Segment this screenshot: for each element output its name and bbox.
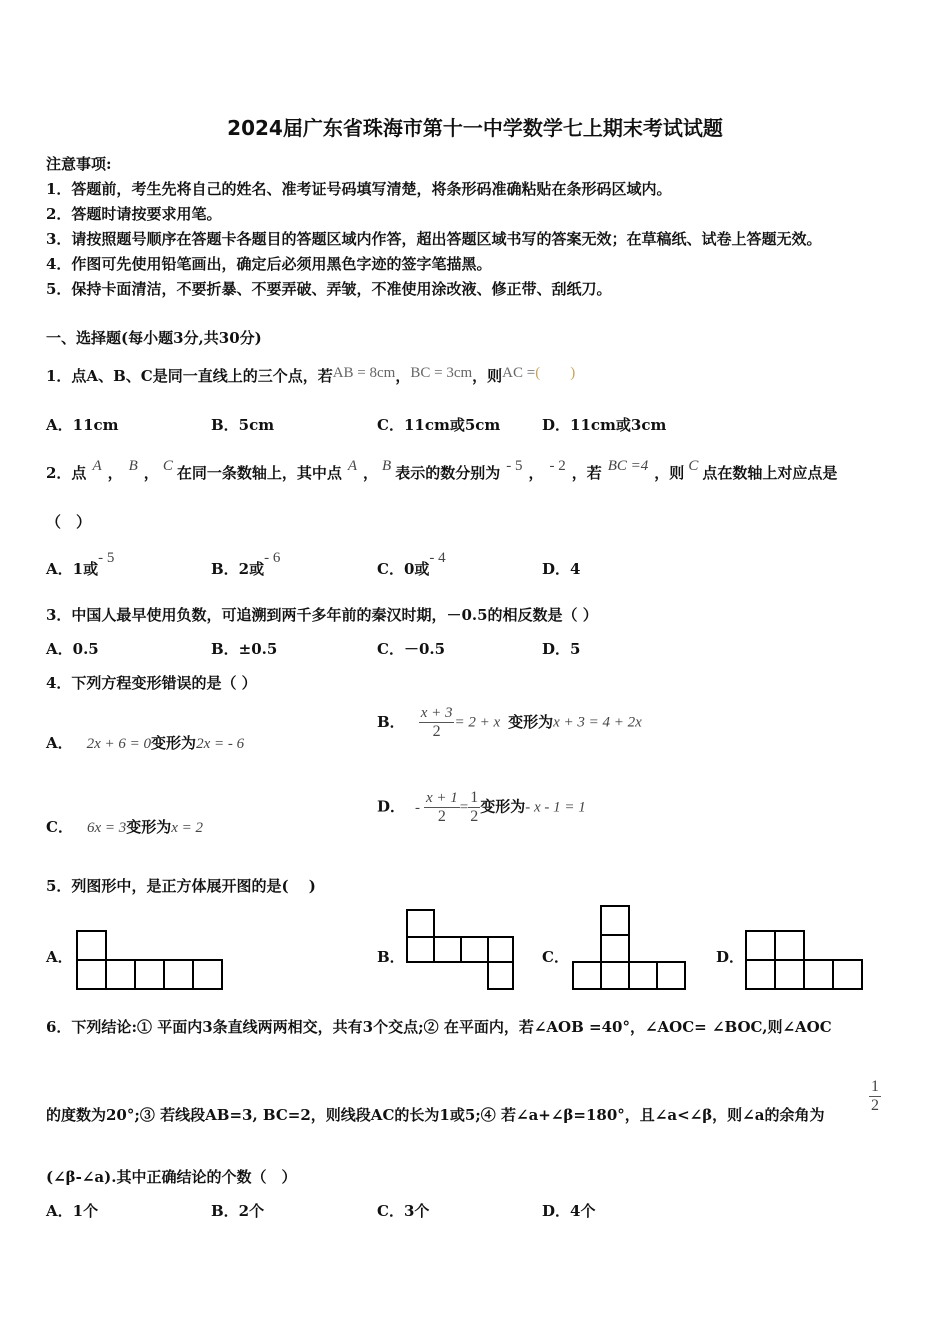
q2-bc: BC =4 <box>607 458 649 474</box>
q2-sep: ， <box>528 464 544 482</box>
page-title: 2024届广东省珠海市第十一中学数学七上期末考试试题 <box>227 116 723 140</box>
q5-net-c <box>571 904 689 992</box>
q1-comma: ， <box>395 367 411 385</box>
q5-option-d-label: D． <box>716 948 745 966</box>
q4-option-b: B． $\frac{x + 3}{2}$ = 2 + x 变形为x + 3 = 4 + 2x <box>377 705 642 740</box>
question-3: 3．中国人最早使用负数，可追溯到两千多年前的秦汉时期，－0.5的相反数是（ ） <box>46 606 598 624</box>
question-6-line-2: 的度数为20°;③ 若线段AB=3, BC=2，则线段AC的长为1或5;④ 若∠a+∠β=180°，且∠a<∠β，则∠a的余角为 <box>46 1106 825 1124</box>
q2-t3: 表示的数分别为 <box>395 464 501 482</box>
q6-option-d: D．4个 <box>542 1202 596 1220</box>
q5-net-d <box>743 929 867 991</box>
q3-option-d: D．5 <box>542 640 581 658</box>
question-2 <box>46 458 838 483</box>
q2-t2: 在同一条数轴上，其中点 <box>176 464 342 482</box>
q2-option-b: B．2或- 6 <box>211 550 281 578</box>
q2-paren: （ ） <box>46 513 92 531</box>
q2-t1: 2．点 <box>46 464 87 482</box>
q6-option-c: C．3个 <box>377 1202 430 1220</box>
q5-net-b <box>404 908 516 992</box>
q6-option-b: B．2个 <box>211 1202 265 1220</box>
notice-item: 1．答题前，考生先将自己的姓名、准考证号码填写清楚，将条形码准确粘贴在条形码区域内。 <box>46 180 672 198</box>
q2-point-b: B <box>128 458 138 474</box>
q2-sep: ， <box>107 464 123 482</box>
q1-text-a: 1．点A、B、C是同一直线上的三个点，若 <box>46 367 333 385</box>
q4-option-a: A． 2x + 6 = 0变形为2x = - 6 <box>46 734 245 752</box>
q5-option-b-label: B． <box>377 948 405 966</box>
q4-option-d: D． - $\frac{x + 1}{2}$ = $\frac{1}{2}$ 变形为- x - 1 = 1 <box>377 789 586 825</box>
q6-option-a: A．1个 <box>46 1202 99 1220</box>
section-heading: 一、选择题(每小题3分,共30分) <box>46 329 262 347</box>
q2-option-d: D．4 <box>542 560 581 578</box>
q1-math-ac: AC = <box>502 365 536 381</box>
q5-net-a <box>74 929 224 991</box>
q2-value-2: - 2 <box>549 458 566 474</box>
q2-point-b2: B <box>382 458 392 474</box>
q1-option-a: A．11cm <box>46 416 119 434</box>
notice-item: 5．保持卡面清洁，不要折暴、不要弄破、弄皱，不准使用涂改液、修正带、刮纸刀。 <box>46 280 612 298</box>
q2-sep: ， <box>143 464 159 482</box>
q2-t6: 点在数轴上对应点是 <box>702 464 838 482</box>
question-5: 5．列图形中，是正方体展开图的是( ) <box>46 877 316 895</box>
q3-option-a: A．0.5 <box>46 640 99 658</box>
q2-option-c: C．0或- 4 <box>377 550 446 578</box>
question-1 <box>46 365 575 386</box>
q2-sep: ， <box>363 464 379 482</box>
notice-item: 4．作图可先使用铅笔画出，确定后必须用黑色字迹的签字笔描黑。 <box>46 255 492 273</box>
q1-option-b: B．5cm <box>211 416 275 434</box>
q2-point-a2: A <box>347 458 358 474</box>
q2-t5: ，则 <box>654 464 685 482</box>
notice-item: 2．答题时请按要求用笔。 <box>46 205 222 223</box>
q1-option-c: C．11cm或5cm <box>377 416 501 434</box>
notice-item: 3．请按照题号顺序在答题卡各题目的答题区域内作答，超出答题区域书写的答案无效；在草稿纸、试卷上答题无效。 <box>46 230 822 248</box>
question-6-line-1: 6．下列结论:① 平面内3条直线两两相交，共有3个交点;② 在平面内，若∠AOB =40°，∠AOC= ∠BOC,则∠AOC <box>46 1018 832 1036</box>
question-6-line-3: (∠β-∠a).其中正确结论的个数（ ） <box>46 1168 297 1186</box>
q2-value-1: - 5 <box>506 458 523 474</box>
q2-point-c2: C <box>688 458 699 474</box>
q1-math-ab: AB = 8cm <box>332 365 396 381</box>
q5-option-a-label: A． <box>46 948 73 966</box>
q2-t4: ，若 <box>571 464 602 482</box>
q2-option-a: A．1或- 5 <box>46 550 115 578</box>
q3-option-c: C．－0.5 <box>377 640 446 658</box>
q4-option-c: C． 6x = 3变形为x = 2 <box>46 818 204 836</box>
notice-heading: 注意事项: <box>46 155 112 173</box>
q3-option-b: B．±0.5 <box>211 640 278 658</box>
q1-math-bc: BC = 3cm <box>410 365 473 381</box>
q1-text-b: ，则 <box>472 367 503 385</box>
q6-fraction: $\frac{1}{2}$ <box>871 1078 879 1114</box>
question-4: 4．下列方程变形错误的是（ ） <box>46 674 257 692</box>
q1-option-d: D．11cm或3cm <box>542 416 667 434</box>
q2-point-a: A <box>92 458 102 474</box>
q5-option-c-label: C． <box>542 948 569 966</box>
q2-point-c: C <box>162 458 173 474</box>
q1-paren: ( ) <box>535 365 576 381</box>
